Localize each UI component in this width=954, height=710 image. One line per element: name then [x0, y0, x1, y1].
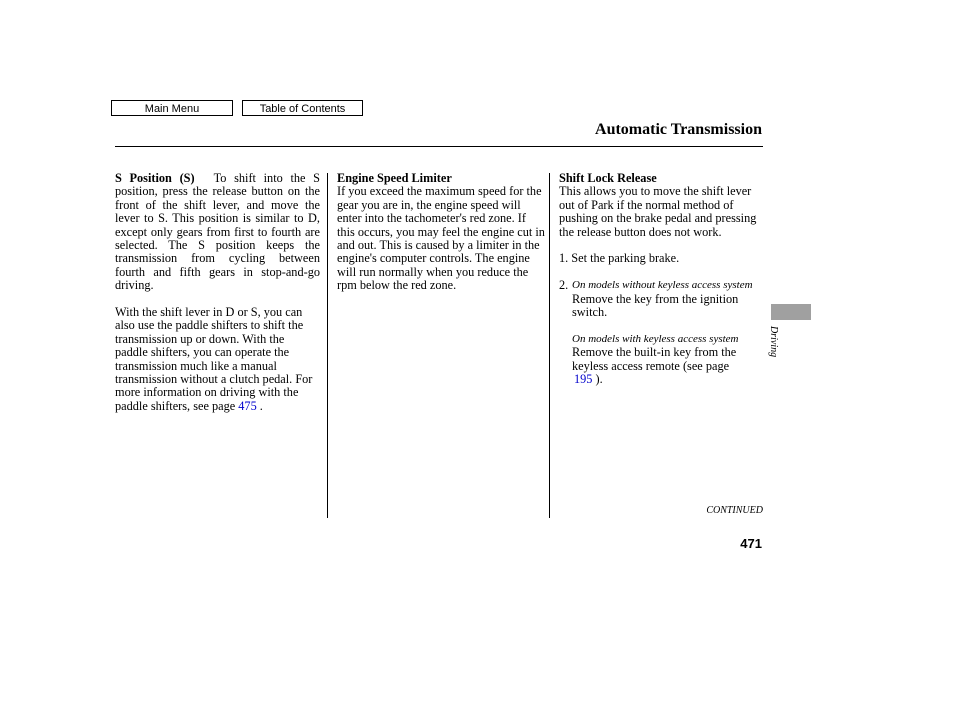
- step-2-remove-key: Remove the key from the ignition switch.: [572, 291, 739, 320]
- shift-lock-release-intro: This allows you to move the shift lever out of Park if the normal method of pushing on the brake pedal and pressing the release button does not work.: [559, 184, 757, 239]
- with-keyless-condition: On models with keyless access system: [572, 332, 739, 345]
- s-position-paragraph: [115, 172, 320, 293]
- engine-speed-limiter-heading: Engine Speed Limiter: [337, 171, 452, 185]
- page-195-link[interactable]: 195: [574, 372, 593, 387]
- s-position-text: To shift into the S position, press the release button on the front of the shift lever, and move the lever to S. This position is similar to D, except only gears from first to fourth are selected. The S position keeps the transmission from cycling between fourth and fifth gears in stop-and-go driving.: [115, 171, 320, 293]
- table-of-contents-button[interactable]: Table of Contents: [242, 100, 363, 116]
- column-engine-speed-limiter: [337, 172, 545, 293]
- title-divider: [115, 146, 763, 147]
- page-475-link[interactable]: 475: [238, 398, 257, 413]
- paddle-shifters-paragraph: [115, 306, 320, 413]
- without-keyless-condition: On models without keyless access system: [572, 279, 753, 292]
- step-2-remove-built-in-key: [559, 346, 759, 386]
- remove-built-in-key-end: ).: [592, 372, 603, 387]
- engine-speed-limiter-text: If you exceed the maximum speed for the gear you are in, the engine speed will enter into the tachometer's red zone. If this occurs, you may feel the engine cut in and out. This is caused by a limiter in the engine's computer controls. The engine will run normally when you reduce the rpm below the red zone.: [337, 184, 545, 293]
- paddle-shifters-text: With the shift lever in D or S, you can also use the paddle shifters to shift the transmission up or down. With the paddle shifters, you can operate the transmission much like a manual transmission without a clutch pedal. For more information on driving with the paddle shifters, see page: [115, 305, 313, 413]
- page-number: 471: [740, 536, 762, 551]
- s-position-heading: S Position (S): [115, 171, 195, 185]
- continued-label: CONTINUED: [706, 505, 763, 516]
- column-divider-2: [549, 173, 550, 518]
- step-1: 1. Set the parking brake.: [559, 251, 680, 266]
- step-2-number: 2.: [559, 278, 569, 293]
- column-s-position: [115, 172, 320, 413]
- column-divider-1: [327, 173, 328, 518]
- column-shift-lock-release: [559, 172, 759, 386]
- shift-lock-release-heading: Shift Lock Release: [559, 171, 657, 185]
- page-title: Automatic Transmission: [595, 121, 762, 138]
- paddle-shifters-end: .: [256, 398, 263, 413]
- driving-section-label: Driving: [768, 326, 779, 358]
- driving-section-tab: [771, 304, 811, 320]
- remove-built-in-key-text: Remove the built-in key from the keyless access remote (see page: [572, 345, 737, 373]
- main-menu-button[interactable]: Main Menu: [111, 100, 233, 116]
- step-2-condition-a: [559, 279, 759, 292]
